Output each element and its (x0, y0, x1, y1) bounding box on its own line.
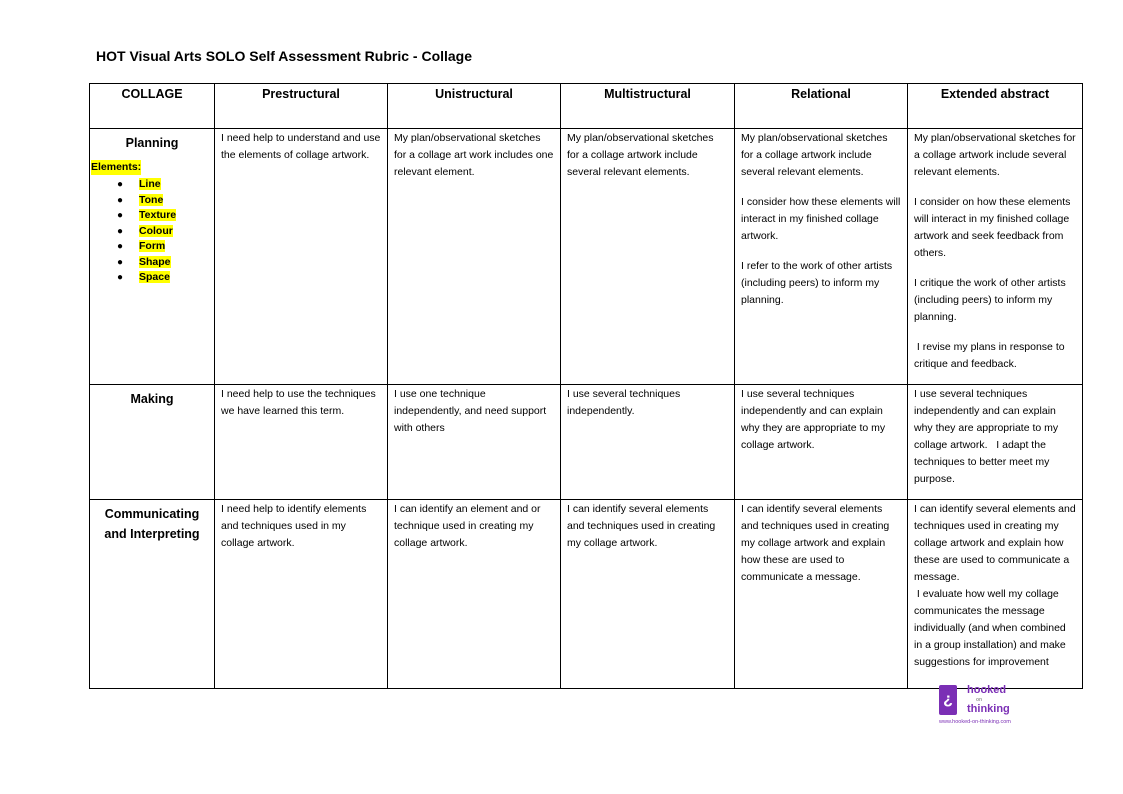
question-mark-icon: ¿ (939, 685, 957, 715)
cell-text: I use several techniques independently. (567, 388, 681, 417)
making-relational (735, 385, 908, 500)
header-prestructural: Prestructural (215, 84, 388, 129)
header-collage: COLLAGE (90, 84, 215, 129)
page-title: HOT Visual Arts SOLO Self Assessment Rubric - Collage (96, 48, 473, 64)
cell-text: I refer to the work of other artists (including peers) to inform my planning. (741, 260, 893, 306)
planning-prestructural (215, 129, 388, 385)
bullet-icon: ● (117, 241, 124, 252)
cell-text: I critique the work of other artists (including peers) to inform my planning. (914, 277, 1066, 323)
element-tone: Tone (139, 193, 164, 206)
list-item (117, 177, 210, 193)
cell-text: I revise my plans in response to critique and feedback. (914, 341, 1068, 370)
elements-list (91, 177, 210, 286)
making-unistructural (388, 385, 561, 500)
list-item (117, 255, 210, 271)
list-item (117, 224, 210, 240)
bullet-icon: ● (117, 225, 124, 237)
logo-word-hooked: hooked (967, 684, 1007, 696)
list-item (117, 239, 210, 255)
cell-text: I need help to use the techniques we have learned this term. (221, 388, 376, 417)
cell-text: I consider how these elements will interact in my finished collage artwork. (741, 196, 901, 242)
communicating-label-line1: Communicating (104, 507, 200, 521)
making-prestructural (215, 385, 388, 500)
hooked-on-thinking-logo (938, 684, 1028, 730)
bullet-icon: ● (117, 194, 124, 206)
cell-text: I use one technique independently, and need support with others (394, 388, 547, 434)
rubric-table (89, 83, 1083, 689)
cell-text: My plan/observational sketches for a collage artwork include several relevant elements. (741, 132, 888, 178)
cell-text: My plan/observational sketches for a collage artwork include several relevant elements. (567, 132, 714, 178)
elements-heading: Elements: (91, 161, 142, 173)
element-colour: Colour (139, 224, 173, 237)
cell-text: I can identify several elements and techniques used in creating my collage artwork. (567, 503, 716, 549)
cell-text: I can identify an element and or technique used in creating my collage artwork. (394, 503, 541, 549)
bullet-icon: ● (117, 179, 124, 190)
making-row (90, 385, 1083, 500)
cell-text: I can identify several elements and techniques used in creating my collage artwork and explain how these are used to communicate a message. (741, 503, 890, 583)
list-item (117, 270, 210, 286)
cell-text: I use several techniques independently and can explain why they are appropriate to my collage artwork. I adapt the techniques to better meet my purpose. (914, 388, 1062, 485)
planning-row (90, 129, 1083, 385)
elements-block (91, 159, 210, 286)
communicating-label-line2: and Interpreting (104, 527, 200, 541)
cell-text: I need help to understand and use the elements of collage artwork. (221, 132, 381, 161)
communicating-label-cell (90, 500, 215, 689)
cell-text: I need help to identify elements and techniques used in my collage artwork. (221, 503, 367, 549)
making-multistructural (561, 385, 735, 500)
element-shape: Shape (139, 255, 171, 268)
header-relational: Relational (735, 84, 908, 129)
cell-text: I use several techniques independently and can explain why they are appropriate to my collage artwork. (741, 388, 886, 451)
bullet-icon: ● (117, 272, 124, 283)
cell-text: My plan/observational sketches for a collage artwork include several relevant elements. (914, 132, 1076, 178)
cell-text: My plan/observational sketches for a collage art work includes one relevant element. (394, 132, 554, 178)
communicating-prestructural (215, 500, 388, 689)
planning-unistructural (388, 129, 561, 385)
logo-word-on: on (976, 697, 983, 703)
cell-text: I consider on how these elements will interact in my finished collage artwork and seek feedback from others. (914, 196, 1071, 259)
planning-label-cell (90, 129, 215, 385)
communicating-extended-abstract (908, 500, 1083, 689)
logo-word-thinking: thinking (967, 703, 1010, 715)
cell-text: I can identify several elements and techniques used in creating my collage artwork and explain how these are used to communicate a message. I evaluate how well my collage communicates the message individually (and when combined in a group installation) and make suggestions for improvement (914, 503, 1076, 668)
making-label-cell (90, 385, 215, 500)
communicating-relational (735, 500, 908, 689)
header-extended-abstract: Extended abstract (908, 84, 1083, 129)
planning-multistructural (561, 129, 735, 385)
header-unistructural: Unistructural (388, 84, 561, 129)
logo-url: www.hooked-on-thinking.com (939, 719, 1011, 725)
planning-relational (735, 129, 908, 385)
element-form: Form (139, 240, 166, 252)
bullet-icon: ● (117, 256, 124, 268)
header-multistructural: Multistructural (561, 84, 735, 129)
communicating-unistructural (388, 500, 561, 689)
element-texture: Texture (139, 209, 177, 221)
making-extended-abstract (908, 385, 1083, 500)
planning-label: Planning (125, 136, 179, 150)
element-space: Space (139, 271, 170, 283)
bullet-icon: ● (117, 210, 124, 221)
header-row (90, 84, 1083, 129)
communicating-row (90, 500, 1083, 689)
list-item (117, 193, 210, 209)
making-label: Making (130, 392, 174, 406)
planning-extended-abstract (908, 129, 1083, 385)
element-line: Line (139, 178, 161, 190)
communicating-multistructural (561, 500, 735, 689)
list-item (117, 208, 210, 224)
